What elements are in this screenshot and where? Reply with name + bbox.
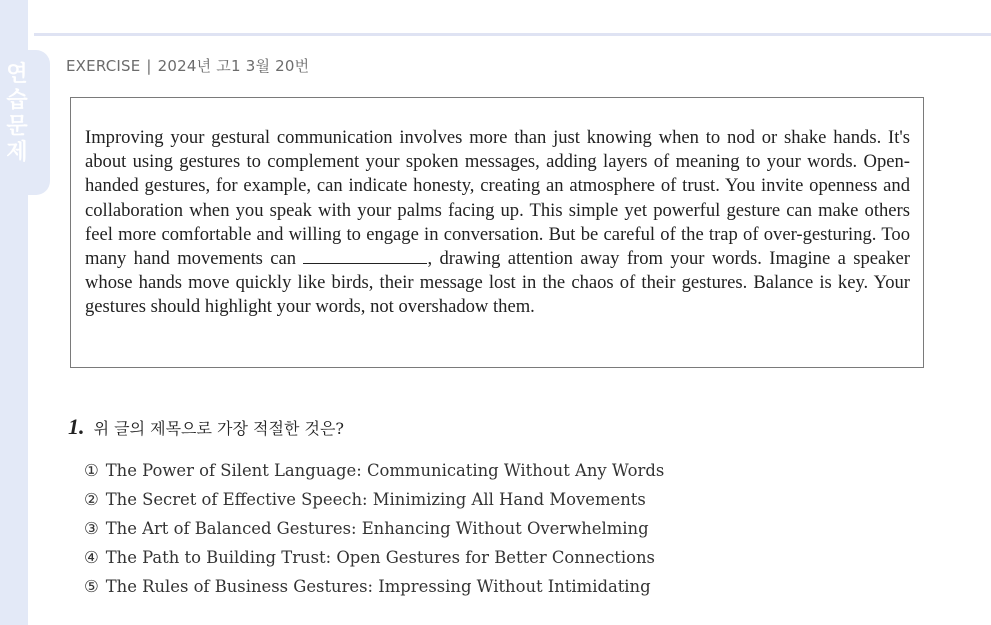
answer-option-5[interactable] — [84, 572, 664, 601]
exercise-label: EXERCISE — [66, 57, 141, 75]
passage-blank — [303, 249, 427, 264]
side-label-char: 문 — [6, 114, 28, 139]
side-label-char: 습 — [6, 88, 28, 113]
exercise-source: 2024년 고1 3월 20번 — [157, 57, 310, 75]
answer-option-4[interactable] — [84, 543, 664, 572]
option-number: ⑤ — [84, 577, 99, 596]
side-label-char: 연 — [6, 62, 28, 87]
question — [68, 414, 344, 440]
passage-after-blank: , drawing attention away from your words. Imagine a speaker whose hands move quickly like birds, their message lost in the chaos of their gestures. Balance is key. Your gestures should highlight your words, not overshadow them. — [85, 248, 910, 318]
header-separator: | — [146, 57, 152, 75]
option-number: ② — [84, 490, 99, 509]
answer-option-3[interactable] — [84, 514, 664, 543]
option-text: The Power of Silent Language: Communicating Without Any Words — [105, 461, 665, 480]
question-number: 1. — [68, 414, 85, 439]
exercise-header — [66, 55, 309, 76]
option-text: The Path to Building Trust: Open Gestures for Better Connections — [105, 548, 655, 567]
option-text: The Rules of Business Gestures: Impressing Without Intimidating — [105, 577, 651, 596]
answer-options — [84, 456, 664, 601]
passage-box — [70, 97, 924, 368]
side-label-char: 제 — [6, 140, 28, 165]
answer-option-2[interactable] — [84, 485, 664, 514]
option-text: The Art of Balanced Gestures: Enhancing Without Overwhelming — [105, 519, 649, 538]
passage-before-blank: Improving your gestural communication involves more than just knowing when to nod or shake hands. It's about using gestures to complement your spoken messages, adding layers of meaning to your words. Open-handed gestures, for example, can indicate honesty, creating an atmosphere of trust. You invite openness and collaboration when you speak with your palms facing up. This simple yet powerful gesture can make others feel more comfortable and willing to engage in conversation. But be careful of the trap of over-gesturing. Too many hand movements can — [85, 127, 910, 270]
answer-option-1[interactable] — [84, 456, 664, 485]
option-number: ③ — [84, 519, 99, 538]
question-text: 위 글의 제목으로 가장 적절한 것은? — [93, 419, 344, 438]
option-number: ① — [84, 461, 99, 480]
passage-text — [85, 126, 910, 320]
top-divider — [34, 33, 991, 36]
option-number: ④ — [84, 548, 99, 567]
side-label-exercise — [4, 62, 30, 166]
option-text: The Secret of Effective Speech: Minimizing All Hand Movements — [105, 490, 646, 509]
